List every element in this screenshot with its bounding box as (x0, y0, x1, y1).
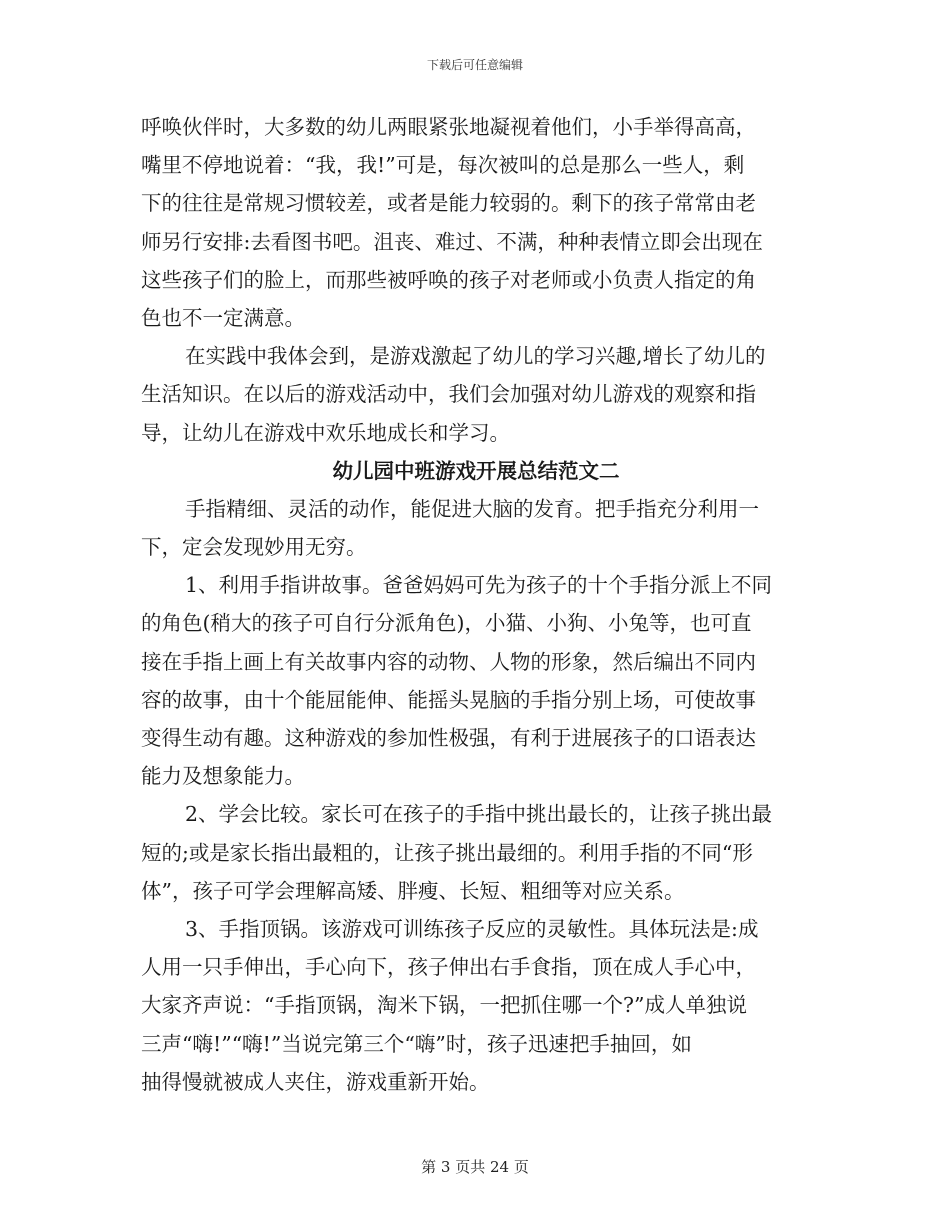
text-line: 师另行安排:去看图书吧。沮丧、难过、不满，种种表情立即会出现在 (141, 229, 763, 254)
page-header: 下载后可任意编辑 (426, 58, 523, 72)
text-line: 这些孩子们的脸上，而那些被呼唤的孩子对老师或小负责人指定的角 (141, 267, 756, 292)
text-line: 导，让幼儿在游戏中欢乐地成长和学习。 (141, 420, 510, 445)
paragraph-4 (141, 566, 811, 795)
text-line: 生活知识。在以后的游戏活动中，我们会加强对幼儿游戏的观察和指 (141, 382, 756, 407)
paragraph-2 (141, 337, 811, 452)
paragraph-3 (141, 490, 811, 566)
paragraph-1 (141, 108, 811, 337)
text-line: 在实践中我体会到，是游戏激起了幼儿的学习兴趣,增长了幼儿的 (185, 344, 766, 369)
text-line: 容的故事，由十个能屈能伸、能摇头晃脑的手指分别上场，可使故事 (141, 687, 756, 712)
text-line: 三声“嗨!”“嗨!”当说完第三个“嗨”时，孩子迅速把手抽回，如 (141, 1031, 692, 1056)
text-line: 呼唤伙伴时，大多数的幼儿两眼紧张地凝视着他们，小手举得高高， (141, 115, 756, 139)
text-line: 体”，孩子可学会理解高矮、胖瘦、长短、粗细等对应关系。 (141, 878, 685, 903)
text-line: 下的往往是常规习惯较差，或者是能力较弱的。剩下的孩子常常由老 (141, 191, 756, 216)
section-title: 幼儿园中班游戏开展总结范文二 (332, 458, 620, 483)
text-line: 的角色(稍大的孩子可自行分派角色)，小猫、小狗、小兔等，也可直 (141, 611, 752, 636)
text-line: 变得生动有趣。这种游戏的参加性极强，有利于进展孩子的口语表达 (141, 726, 756, 750)
text-line: 2、学会比较。家长可在孩子的手指中挑出最长的，让孩子挑出最 (185, 802, 773, 827)
text-line: 嘴里不停地说着：“我，我!”可是，每次被叫的总是那么一些人，剩 (141, 153, 745, 178)
text-line: 抽得慢就被成人夹住，游戏重新开始。 (141, 1069, 490, 1094)
text-line: 色也不一定满意。 (141, 305, 305, 330)
page-number-footer: 第 3 页共 24 页 (421, 1158, 529, 1176)
text-line: 短的;或是家长指出最粗的，让孩子挑出最细的。利用手指的不同“形 (141, 840, 753, 865)
paragraph-6 (141, 910, 811, 1101)
text-line: 1、利用手指讲故事。爸爸妈妈可先为孩子的十个手指分派上不同 (185, 573, 773, 598)
text-line: 人用一只手伸出，手心向下，孩子伸出右手食指，顶在成人手心中， (141, 955, 756, 980)
text-line: 大家齐声说：“手指顶锅，淘米下锅，一把抓住哪一个?”成人单独说 (141, 993, 747, 1018)
paragraph-5 (141, 795, 811, 910)
document-body (141, 108, 811, 1101)
text-line: 接在手指上画上有关故事内容的动物、人物的形象，然后编出不同内 (141, 649, 756, 674)
text-line: 手指精细、灵活的动作，能促进大脑的发育。把手指充分利用一 (185, 496, 759, 521)
text-line: 能力及想象能力。 (141, 764, 305, 789)
text-line: 下，定会发现妙用无穷。 (141, 535, 367, 560)
text-line: 3、手指顶锅。该游戏可训练孩子反应的灵敏性。具体玩法是:成 (185, 916, 759, 941)
